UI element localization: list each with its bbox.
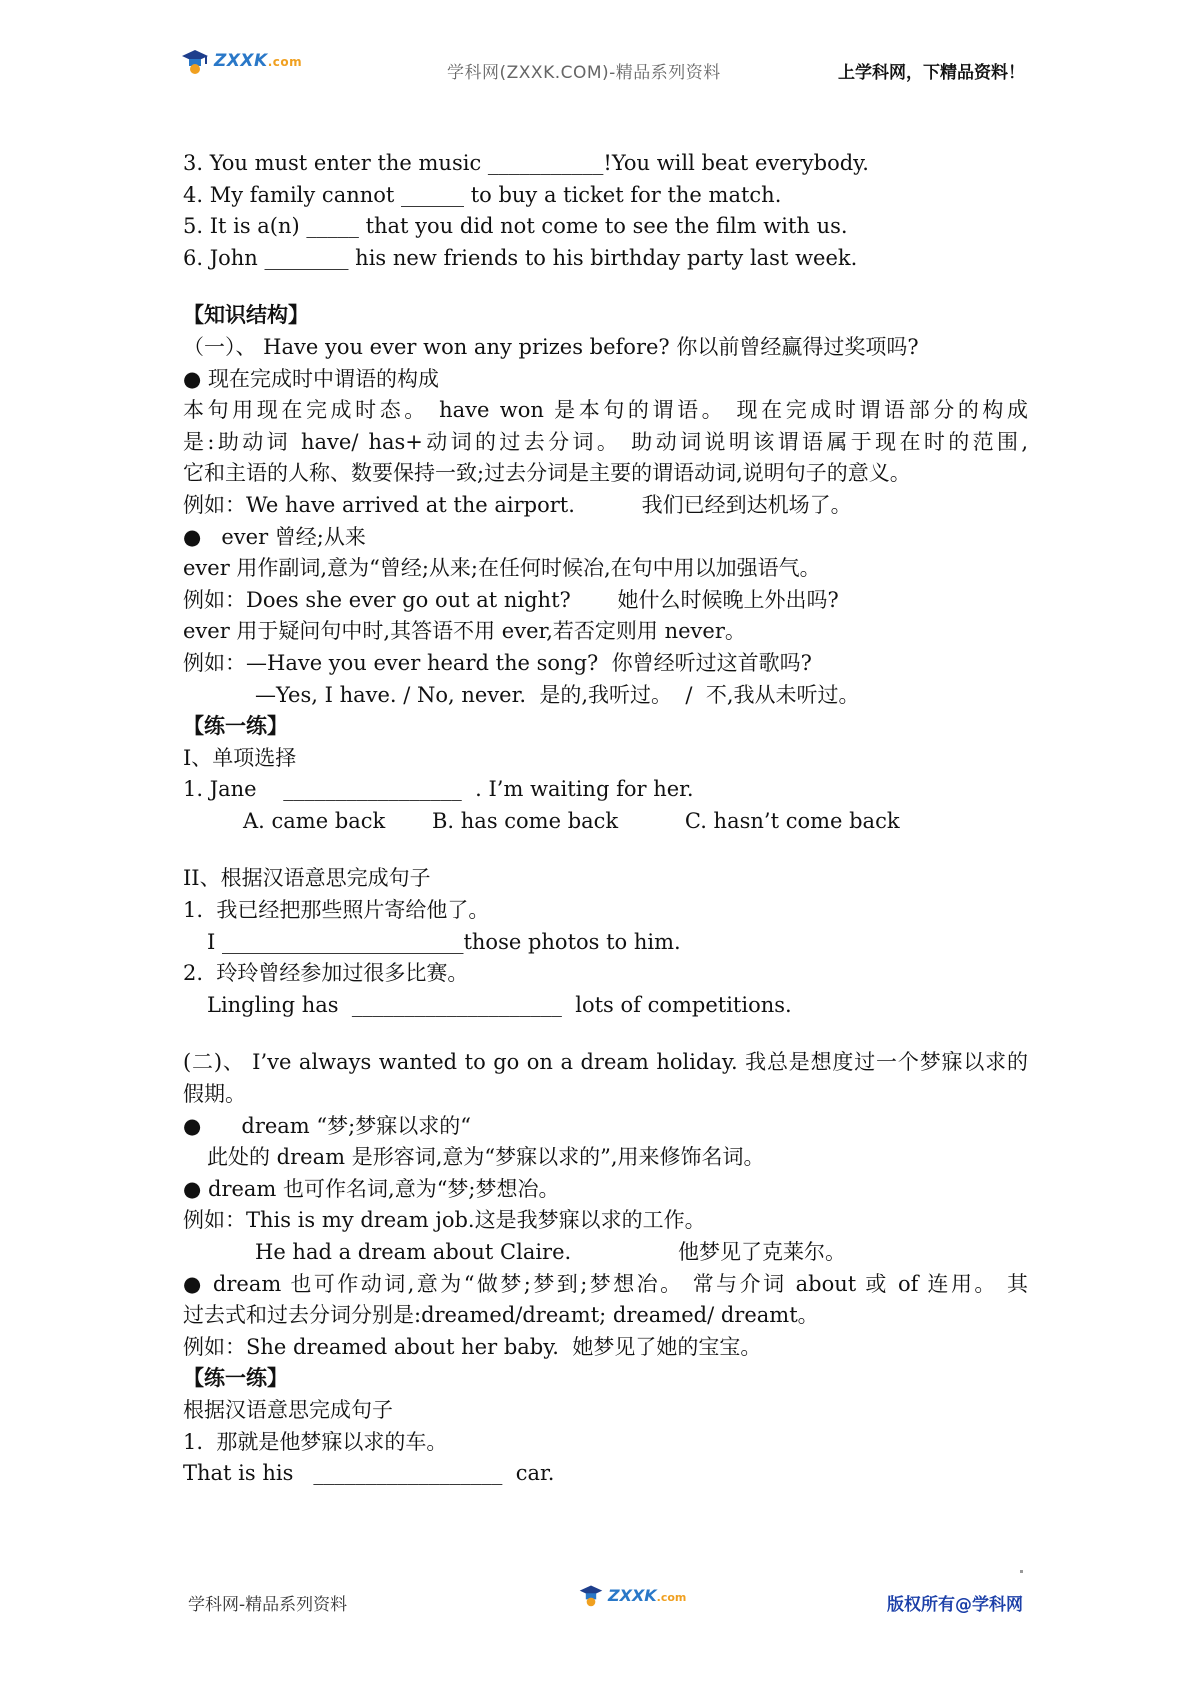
text-line: 是:助动词 have/ has+动词的过去分词。 助动词说明该谓语属于现在时的范围, — [183, 429, 1028, 454]
example-line: 例如：—Have you ever heard the song? 你曾经听过这首歌吗? — [183, 650, 812, 675]
page-footer — [188, 1582, 1023, 1622]
exercise-line: 5. It is a(n) _____ that you did not come to see the film with us. — [183, 214, 848, 239]
example-line: 例如：Does she ever go out at night? 她什么时候晚上外出吗? — [183, 587, 839, 612]
page-header — [180, 40, 1025, 85]
example-line: 例如：We have arrived at the airport. 我们已经到达机场了。 — [183, 492, 852, 517]
exercise-line: 6. John ________ his new friends to his birthday party last week. — [183, 245, 858, 270]
page-mark — [1020, 1570, 1023, 1573]
bullet-line: ● dream 也可作动词,意为“做梦;梦到;梦想冶。 常与介词 about 或 of 连用。 其 — [183, 1271, 1028, 1296]
text-line: 此处的 dream 是形容词,意为“梦寐以求的”,用来修饰名词。 — [207, 1145, 765, 1170]
text-line: ever 用于疑问句中时,其答语不用 ever,若否定则用 never。 — [183, 619, 746, 644]
exercise-line: Lingling has ____________________ lots of competitions. — [207, 992, 792, 1017]
practice-heading: 【练一练】 — [183, 714, 288, 739]
footer-logo — [578, 1582, 686, 1608]
header-right-text: 上学科网，下精品资料！ — [838, 63, 1025, 83]
logo-wordmark: ZXXK.com — [214, 51, 303, 71]
footer-copyright-text: 版权所有@学科网 — [887, 1595, 1023, 1615]
subsection-heading: 根据汉语意思完成句子 — [183, 1397, 393, 1422]
zxxk-logo — [180, 42, 302, 80]
example-line: 例如：She dreamed about her baby. 她梦见了她的宝宝。 — [183, 1334, 762, 1359]
bullet-line: ● dream 也可作名词,意为“梦;梦想冶。 — [183, 1176, 560, 1201]
text-line: 假期。 — [183, 1082, 246, 1107]
section-heading: (二)、 I’ve always wanted to go on a dream holiday. 我总是想度过一个梦寐以求的 — [183, 1050, 1028, 1075]
bullet-line: ● dream “梦;梦寐以求的“ — [183, 1113, 471, 1138]
section-heading: 【知识结构】 — [183, 303, 309, 328]
spacer — [183, 837, 1028, 863]
header-center-text: 学科网(ZXXK.COM)-精品系列资料 — [447, 63, 721, 83]
exercise-line: 1. Jane _________________ . I’m waiting for her. — [183, 777, 694, 802]
exercise-line: I _______________________those photos to him. — [207, 929, 681, 954]
text-line: 本句用现在完成时态。 have won 是本句的谓语。 现在完成时谓语部分的构成 — [183, 398, 1028, 423]
graduate-cap-icon — [180, 46, 210, 76]
practice-heading: 【练一练】 — [183, 1366, 288, 1391]
graduate-cap-icon — [578, 1582, 604, 1608]
subsection-heading: I、单项选择 — [183, 745, 297, 770]
text-line: ever 用作副词,意为“曾经;从来;在任何时候冶,在句中用以加强语气。 — [183, 556, 821, 581]
exercise-line: 1. 我已经把那些照片寄给他了。 — [183, 898, 490, 923]
bullet-line: ● 现在完成时中谓语的构成 — [183, 366, 439, 391]
bullet-line: ● ever 曾经;从来 — [183, 524, 366, 549]
exercise-line: 3. You must enter the music ___________!You will beat everybody. — [183, 151, 869, 175]
exercise-line: 2. 玲玲曾经参加过很多比赛。 — [183, 961, 469, 986]
footer-left-text: 学科网-精品系列资料 — [188, 1595, 348, 1615]
spacer — [183, 1021, 1028, 1047]
exercise-line: That is his __________________ car. — [183, 1461, 555, 1486]
text-line: 过去式和过去分词分别是:dreamed/dreamt; dreamed/ dreamt。 — [183, 1303, 819, 1328]
example-line: 例如：This is my dream job.这是我梦寐以求的工作。 — [183, 1208, 706, 1233]
text-line: 它和主语的人称、数要保持一致;过去分词是主要的谓语动词,说明句子的意义。 — [183, 461, 911, 486]
exercise-line: 1. 那就是他梦寐以求的车。 — [183, 1429, 448, 1454]
choice-options: A. came back B. has come back C. hasn’t come back — [243, 808, 900, 833]
example-line: —Yes, I have. / No, never. 是的,我听过。 / 不,我从未听过。 — [255, 682, 860, 707]
document-body — [183, 148, 1028, 1490]
exercise-line: 4. My family cannot ______ to buy a ticket for the match. — [183, 182, 782, 207]
spacer — [183, 274, 1028, 300]
text-line: （一）、 Have you ever won any prizes before? 你以前曾经赢得过奖项吗? — [183, 334, 919, 359]
footer-logo-wordmark: ZXXK.com — [608, 1585, 687, 1605]
subsection-heading: II、根据汉语意思完成句子 — [183, 866, 431, 891]
example-line: He had a dream about Claire. 他梦见了克莱尔。 — [255, 1240, 847, 1264]
